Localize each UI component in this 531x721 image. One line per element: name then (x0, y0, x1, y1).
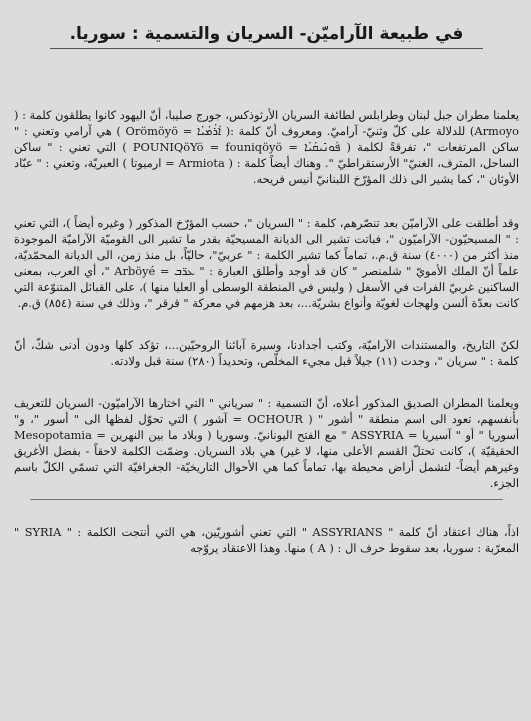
paragraph-2: وقد أطلقت على الآراميّن بعد تنصّرهم، كلمة : " السريان "، حسب المؤرّخ المذكور ( وغيره أيضاً )، التي تعني : " المسيحيّون- الآراميّون "، فباتت تشير الى الديانة المسيحيّة بقدر ما تشير الى القوميّة الآراميّة الموجودة منذ أكثر من (٤٠٠٠) سنة ق.م.، تماماً كما تشير الكلمة : " عربيّ"، حاليّاً، بل منذ زمن، الى الديانة المحمّديّة، علماً أنّ الملك الأمويّ " شلمنصر " كان قد أوجد وأطلق العبارة : " ܥܪ̈ܒ = Arböyé "، أي العرب، بمعنى الساكنين غربيّ الفرات في الأسفل ( وليس في المنطقة الوسطى أو العليا منها )، على القبائل المتنوّعة التي كانت بعدّة ألسن ولهجات لغويّة وأنواع بشريّة...، بعد هزمهم في معركة " قرقر "، وذلك في سنة (٨٥٤) ق.م. (14, 216, 520, 310)
title-underline (50, 48, 483, 49)
paragraph-3: لكنّ التاريخ، والمستندات الآراميّة، وكتب أجدادنا، وسيرة آبائنا الروحيّين...، تؤكد كلها ودون أدنى شكّ، أنّ كلمة : " سريان "، وجدت (١١) جيلاً قبل مجيء المخلّص، وتحديداً (٢٨٠) سنة قبل ولادته. (14, 338, 519, 368)
page-title: في طبيعة الآراميّن- السريان والتسمية : سوريا. (69, 24, 464, 44)
paragraph-4: ويعلمنا المطران الصديق المذكور أعلاه، أنّ التسمية : " سرياني " التي اختارها الآراميّون- السريان للتعريف بأنفسهم، تعود الى اسم منطقة " أشور " ( OCHOUR = آشور ) التي تحوّل لفظها الى " أسور "، و" أسوريا " أو " آسيريا = ASSYRIA " مع الفتح اليونانيّ. وسوريا ( وبلاد ما بين النهرين = Mesopotamia الحقيقيّة )، كانت تحتلّ القسم الأعلى منها، لا غير) هي بلاد السريان. وضمّت الكلمة لاحقاً - بفضل الأغريق وغيرهم أيضاً- لتشمل أراض محيطة بها، تماماً كما هي الأحوال التاريخيّة- الجغرافيّة التي تسمّي الكلّ باسم الجزء. (14, 396, 519, 490)
section-divider (30, 499, 503, 500)
paragraph-1: يعلمنا مطران جبل لبنان وطرابلس لطائفة السريان الأرثوذكس، جورج صليبا، أنّ اليهود كانوا يطلقون كلمة : ( Armoyo) للدلالة على كلّ وثنيّ- آراميّ. ومعروف أنّ كلمة :( ܐܳܪܳܡܳܝܳܐ = Orömöyö ) هي آرامي وتعني : " ساكن المرتفعات "، تفرقةً لكلمة ( ܦܰܘܢܺܝܩܳܝܳܐ = POUNIQöYö = founiqöyö ) التي تعني : " ساكن الساحل، المترف، الغنيّ" الأرستقراطيّ ". وهناك أيضاً كلمة : ( Armiota = ارميوتا ) العبريّة، وتعني : " عبّاد الأوثان "، كما يشير الى ذلك المؤرّخ اللبنانيّ أنيس فريحه. (14, 108, 519, 186)
paragraph-5: اذاً، هناك اعتقاد أنّ كلمة " ASSYRIANS " التي تعني أشوريّين، هي التي أنتجت الكلمة : " SYRIA " المعرّبة : سوريا، بعد سقوط حرف ال : ( A ) منها. وهذا الاعتقاد يروّجه (14, 525, 519, 555)
